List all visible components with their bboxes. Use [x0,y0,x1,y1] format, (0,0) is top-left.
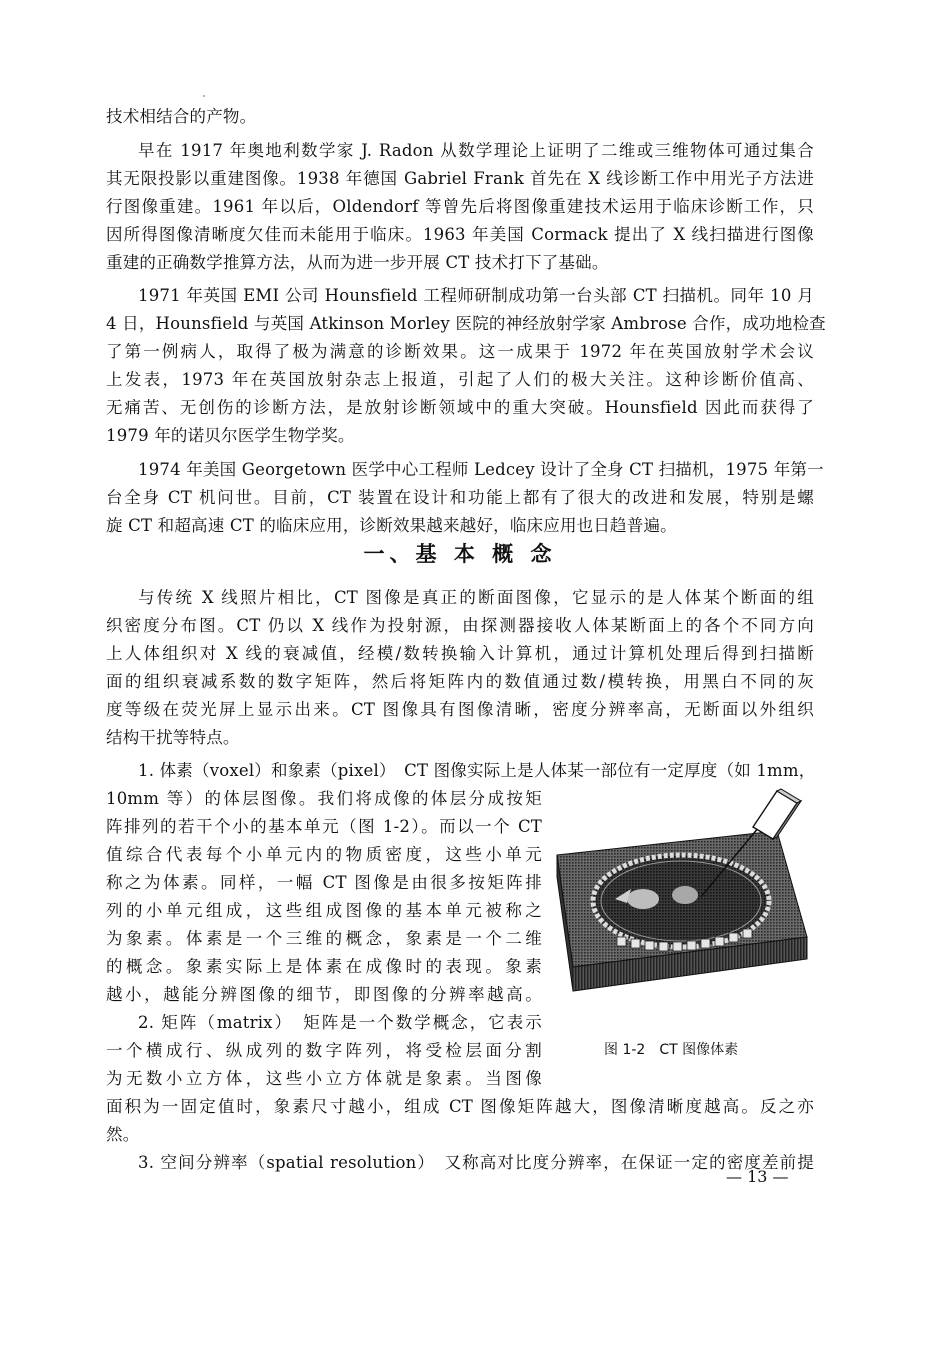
text-line: 列的小单元组成，这些组成图像的基本单元被称之 [106,901,542,920]
text-line: 一个横成行、纵成列的数字阵列，将受检层面分割 [106,1041,542,1060]
text-line: 1. 体素（voxel）和象素（pixel） CT 图像实际上是人体某一部位有一定厚度（如 1mm， [138,761,816,780]
ct-voxel-figure [545,787,817,1017]
text-line: 上人体组织对 X 线的衰减值，经模/数转换输入计算机，通过计算机处理后得到扫描断 [106,644,814,663]
text-line: 称之为体素。同样，一幅 CT 图像是由很多按矩阵排 [106,873,542,892]
text-line: 织密度分布图。CT 仍以 X 线作为投射源，由探测器接收人体某断面上的各个不同方向 [106,616,814,635]
text-line: 了第一例病人，取得了极为满意的诊断效果。这一成果于 1972 年在英国放射学术会议 [106,342,814,361]
text-line: 面积为一固定值时，象素尺寸越小，组成 CT 图像矩阵越大，图像清晰度越高。反之亦 [106,1097,814,1116]
text-line: 无痛苦、无创伤的诊断方法，是放射诊断领域中的重大突破。Hounsfield 因此而获得了 [106,398,814,417]
text-line: 2. 矩阵（matrix） 矩阵是一个数学概念，它表示 [138,1013,542,1032]
text-line: 1974 年美国 Georgetown 医学中心工程师 Ledcey 设计了全身 CT 扫描机，1975 年第一 [138,460,824,479]
figure-caption-label: 图 1-2 [604,1042,646,1058]
text-line: 其无限投影以重建图像。1938 年德国 Gabriel Frank 首先在 X 线诊断工作中用光子方法进 [106,169,814,188]
text-line: 越小，越能分辨图像的细节，即图像的分辨率越高。 [106,985,542,1004]
text-line: 行图像重建。1961 年以后，Oldendorf 等曾先后将图像重建技术运用于临床诊断工作，只 [106,197,814,216]
figure-caption-text: CT 图像体素 [659,1042,739,1058]
scan-speck [203,95,205,97]
figure-caption [604,1039,738,1059]
text-line: 台全身 CT 机问世。目前，CT 装置在设计和功能上都有了很大的改进和发展，特别是螺 [106,488,814,507]
text-line: 因所得图像清晰度欠佳而未能用于临床。1963 年美国 Cormack 提出了 X 线扫描进行图像 [106,225,814,244]
text-line: 结构干扰等特点。 [106,728,240,747]
text-line: 技术相结合的产物。 [106,107,257,126]
text-line: 为无数小立方体，这些小立方体就是象素。当图像 [106,1069,542,1088]
text-line: 为象素。体素是一个三维的概念，象素是一个二维 [106,929,542,948]
text-line: 旋 CT 和超高速 CT 的临床应用，诊断效果越来越好，临床应用也日趋普遍。 [106,516,677,535]
section-heading: 一、基 本 概 念 [363,542,557,566]
page-number: — 13 — [726,1167,789,1186]
text-line: 与传统 X 线照片相比，CT 图像是真正的断面图像，它显示的是人体某个断面的组 [138,588,814,607]
text-line: 1971 年英国 EMI 公司 Hounsfield 工程师研制成功第一台头部 CT 扫描机。同年 10 月 [138,286,814,305]
text-line: 早在 1917 年奥地利数学家 J. Radon 从数学理论上证明了二维或三维物体可通过集合 [138,141,814,160]
text-line: 然。 [106,1125,140,1144]
text-line: 值综合代表每个小单元内的物质密度，这些小单元 [106,845,542,864]
text-line: 度等级在荧光屏上显示出来。CT 图像具有图像清晰，密度分辨率高，无断面以外组织 [106,700,814,719]
text-line: 的概念。象素实际上是体素在成像时的表现。象素 [106,957,542,976]
text-line: 4 日，Hounsfield 与英国 Atkinson Morley 医院的神经放射学家 Ambrose 合作，成功地检查 [106,314,826,333]
text-line: 1979 年的诺贝尔医学生物学奖。 [106,426,355,445]
text-line: 上发表，1973 年在英国放射杂志上报道，引起了人们的极大关注。这种诊断价值高、 [106,370,814,389]
text-line: 10mm 等）的体层图像。我们将成像的体层分成按矩 [106,789,542,808]
text-line: 面的组织衰减系数的数字矩阵，然后将矩阵内的数值通过数/模转换，用黑白不同的灰 [106,672,814,691]
text-line: 3. 空间分辨率（spatial resolution） 又称高对比度分辨率，在保证一定的密度差前提 [138,1153,814,1172]
text-line: 阵排列的若干个小的基本单元（图 1-2）。而以一个 CT [106,817,542,836]
text-line: 重建的正确数学推算方法，从而为进一步开展 CT 技术打下了基础。 [106,253,609,272]
